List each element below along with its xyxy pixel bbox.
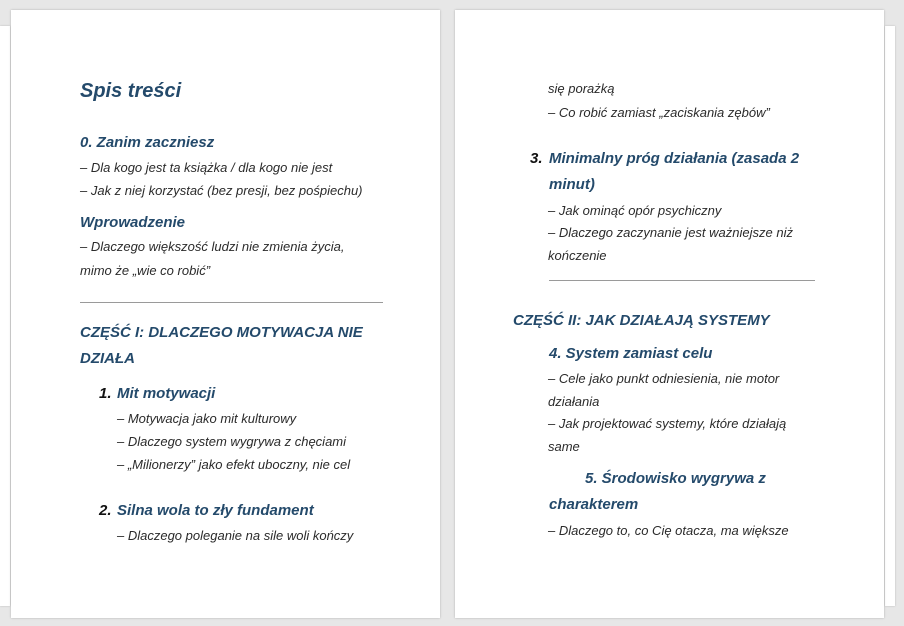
section-0-heading[interactable]: 0. Zanim zaczniesz [80,134,215,151]
intro-heading[interactable]: Wprowadzenie [80,214,186,231]
intro-item: – Dlaczego większość ludzi nie zmienia życia, [80,239,345,254]
chapter-2-number: 2. [99,502,112,519]
section-0-item: – Dla kogo jest ta książka / dla kogo nie jest [80,160,333,175]
chapter-5-item: – Dlaczego to, co Cię otacza, ma większe [548,523,789,538]
chapter-2-item: – Dlaczego poleganie na sile woli kończy [117,528,354,543]
document-page-left [11,10,440,618]
chapter-1-number: 1. [99,385,112,402]
chapter-1-item: – „Milionerzy” jako efekt uboczny, nie cel [117,457,351,472]
chapter-3-item: – Jak ominąć opór psychiczny [548,203,722,218]
part-1-heading-cont: DZIAŁA [80,350,135,367]
chapter-3-item: – Dlaczego zaczynanie jest ważniejsze niż [548,225,793,240]
horizontal-divider [80,302,383,303]
prev-page-edge [0,26,10,606]
chapter-2-heading[interactable]: Silna wola to zły fundament [117,502,314,519]
chapter-4-item: – Jak projektować systemy, które działają [548,416,787,431]
chapter-2-item-cont: się porażką [548,81,615,96]
chapter-3-heading[interactable]: Minimalny próg działania (zasada 2 [549,150,800,167]
chapter-4-item: – Cele jako punkt odniesienia, nie motor [548,371,780,386]
chapter-4-item-cont: same [548,439,580,454]
document-page-right [455,10,884,618]
chapter-1-item: – Dlaczego system wygrywa z chęciami [117,434,347,449]
chapter-3-item-cont: kończenie [548,248,607,263]
chapter-1-heading[interactable]: Mit motywacji [117,385,216,402]
next-page-edge [885,26,895,606]
chapter-5-heading[interactable]: 5. Środowisko wygrywa z [585,470,766,487]
toc-title: Spis treści [80,80,182,102]
chapter-4-item-cont: działania [548,394,600,409]
chapter-1-item: – Motywacja jako mit kulturowy [117,411,297,426]
chapter-5-heading-cont: charakterem [549,496,639,513]
horizontal-divider [549,280,815,281]
part-2-heading[interactable]: CZĘŚĆ II: JAK DZIAŁAJĄ SYSTEMY [513,312,770,329]
chapter-3-number: 3. [530,150,543,167]
chapter-2-item: – Co robić zamiast „zaciskania zębów” [548,105,770,120]
part-1-heading[interactable]: CZĘŚĆ I: DLACZEGO MOTYWACJA NIE [80,324,363,341]
chapter-3-heading-cont: minut) [549,176,595,193]
intro-item: mimo że „wie co robić” [80,263,211,278]
chapter-4-heading[interactable]: 4. System zamiast celu [549,345,713,362]
section-0-item: – Jak z niej korzystać (bez presji, bez pośpiechu) [80,183,363,198]
